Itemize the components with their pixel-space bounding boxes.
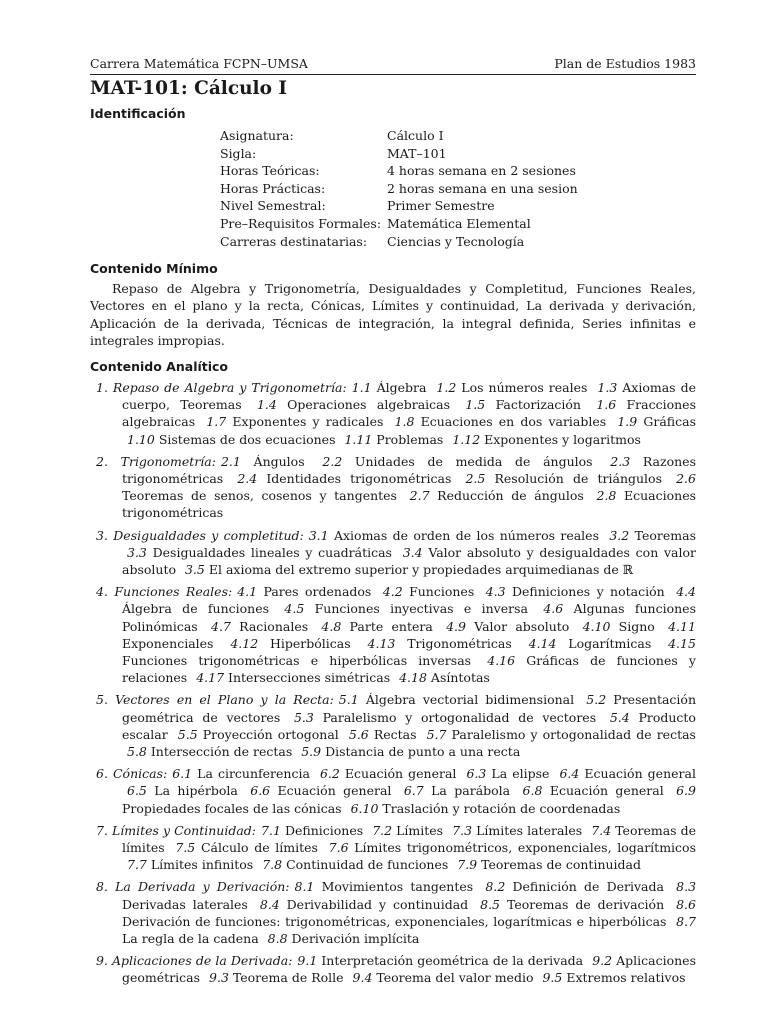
subitem-text: Parte entera	[341, 618, 433, 634]
subitem-text: Teoremas de derivación	[500, 896, 665, 912]
item-title: Desigualdades y completitud:	[113, 527, 304, 543]
identification-row	[220, 233, 696, 251]
item-number: 3.	[96, 527, 114, 543]
identification-row	[220, 180, 696, 198]
subitem-text: Ecuación general	[579, 766, 696, 782]
subitem-number: 8.7	[676, 913, 696, 929]
subitem-text: Cálculo de límites	[195, 840, 318, 856]
subitem-text: El axioma del extremo superior y propiedades arquimedianas de ℝ	[204, 562, 634, 577]
subitem-text: Proyección ortogonal	[197, 726, 339, 742]
item-title: La Derivada y Derivación:	[115, 879, 290, 895]
subitem-number: 9.2	[592, 953, 613, 969]
identification-value: Cálculo I	[387, 128, 444, 143]
subitem-number: 4.18	[399, 670, 427, 686]
subitem-text: Derivadas laterales	[122, 896, 248, 912]
subitem-number: 8.5	[480, 896, 501, 912]
subitem-number: 2.7	[409, 488, 430, 504]
subitem-number: 9.1	[297, 953, 318, 969]
list-item	[96, 453, 697, 522]
contenido-analitico-list	[90, 379, 696, 987]
subitem-text: Funciones inyectivas e inversa	[304, 601, 528, 617]
subitem-number: 7.6	[328, 840, 349, 856]
subitem-text: Teorema de Rolle	[228, 970, 344, 986]
identification-value: Primer Semestre	[387, 198, 495, 214]
identification-value: 2 horas semana en una sesion	[387, 180, 578, 196]
subitem-text: Definiciones	[280, 822, 364, 838]
subitem-text: Los números reales	[456, 379, 588, 395]
subitem-text: Algunas funciones Polinómicas	[122, 601, 696, 634]
subitem-number: 2.8	[596, 488, 617, 504]
subitem-number: 4.8	[321, 618, 342, 634]
item-number: 7.	[96, 822, 112, 838]
subitem-text: Gráficas de funciones y relaciones	[122, 653, 696, 686]
identification-label: Horas Prácticas:	[220, 180, 326, 196]
item-title: Límites y Continuidad:	[111, 822, 257, 838]
subitem-text: La hipérbola	[146, 783, 238, 799]
subitem-number: 4.9	[446, 618, 466, 634]
subitem-number: 1.12	[452, 431, 481, 447]
item-title: Aplicaciones de la Derivada:	[111, 953, 293, 969]
section-heading-contenido-minimo: Contenido Mínimo	[90, 261, 218, 277]
subitem-number: 9.4	[352, 970, 373, 986]
subitem-text: Definiciones y notación	[505, 584, 665, 600]
subitem-number: 6.1	[172, 766, 193, 782]
subitem-number: 1.8	[394, 414, 415, 430]
subitem-number: 4.14	[528, 635, 557, 651]
subitem-number: 6.6	[250, 783, 271, 799]
subitem-number: 5.7	[426, 726, 447, 742]
subitem-text: Continuidad de funciones	[282, 857, 449, 873]
subitem-text: Álgebra vectorial bidimensional	[358, 692, 575, 708]
subitem-number: 1.6	[596, 397, 617, 413]
subitem-text: Exponenciales	[122, 635, 214, 651]
subitem-text: Interpretación geométrica de la derivada	[317, 953, 584, 969]
subitem-text: Valor absoluto	[465, 618, 570, 634]
item-number: 6.	[96, 766, 113, 782]
identification-label: Nivel Semestral:	[220, 198, 326, 214]
subitem-number: 9.5	[542, 970, 563, 986]
subitem-text: Reducción de ángulos	[429, 488, 584, 504]
subitem-number: 4.2	[382, 584, 403, 600]
subitem-text: La circunferencia	[192, 766, 310, 782]
subitem-number: 6.8	[522, 783, 543, 799]
list-item	[96, 527, 696, 579]
subitem-number: 4.17	[196, 670, 225, 686]
subitem-text: Aplicaciones geométricas	[122, 953, 696, 986]
subitem-text: Razones trigonométricas	[122, 453, 696, 486]
subitem-number: 1.9	[617, 414, 638, 430]
identification-row	[220, 162, 696, 180]
item-number: 4.	[96, 584, 115, 600]
item-title: Funciones Reales:	[114, 584, 233, 600]
header-left: Carrera Matemática FCPN–UMSA	[90, 56, 308, 71]
subitem-text: Funciones trigonométricas e hiperbólicas inversas	[122, 653, 472, 669]
subitem-text: Funciones	[402, 584, 475, 600]
subitem-number: 1.7	[206, 414, 227, 430]
identification-value: Ciencias y Tecnología	[387, 233, 525, 249]
subitem-text: La parábola	[423, 783, 511, 799]
subitem-text: Teorema del valor medio	[372, 970, 534, 986]
subitem-number: 4.15	[668, 635, 696, 651]
document-page	[90, 56, 696, 992]
identification-label: Pre–Requisitos Formales:	[220, 215, 382, 231]
subitem-number: 6.4	[559, 766, 580, 782]
contenido-minimo-text: Repaso de Algebra y Trigonometría, Desigualdades y Completitud, Funciones Reales, Vectores en el plano y la recta, Cónicas, Límites y continuidad, La derivada y derivación, Aplicación de la derivada, Técnicas de integración, la integral definida, Series infinitas e integrales impropias.	[90, 281, 696, 348]
identification-row	[220, 215, 696, 233]
item-number: 2.	[96, 453, 121, 469]
subitem-text: Exponentes y logaritmos	[480, 431, 641, 447]
item-number: 5.	[96, 692, 116, 708]
subitem-number: 1.1	[351, 379, 372, 395]
subitem-text: Racionales	[230, 618, 309, 634]
subitem-number: 2.2	[322, 453, 343, 469]
identification-row	[220, 197, 696, 215]
subitem-text: Ecuaciones trigonométricas	[122, 488, 697, 521]
subitem-text: Ángulos	[240, 453, 305, 469]
subitem-number: 4.4	[676, 584, 696, 600]
subitem-text: Teoremas de continuidad	[477, 857, 641, 873]
header-rule	[90, 74, 696, 75]
subitem-text: Identidades trigonométricas	[257, 470, 452, 486]
subitem-number: 1.11	[344, 431, 373, 447]
subitem-text: Intersección de rectas	[146, 744, 293, 760]
subitem-text: Límites trigonométricos, exponenciales, logarítmicos	[348, 840, 696, 856]
subitem-text: Axiomas de orden de los números reales	[328, 527, 599, 543]
subitem-number: 7.8	[262, 857, 283, 873]
subitem-number: 6.3	[466, 766, 487, 782]
subitem-number: 5.6	[348, 726, 369, 742]
identification-label: Horas Teóricas:	[220, 163, 320, 179]
course-title: MAT-101: Cálculo I	[90, 78, 288, 99]
section-heading-identificacion: Identificación	[90, 106, 186, 121]
subitem-number: 3.2	[609, 527, 630, 543]
subitem-text: Límites infinitos	[146, 857, 254, 873]
item-number: 9.	[96, 953, 112, 969]
subitem-number: 1.3	[597, 379, 618, 395]
subitem-text: Álgebra	[371, 379, 427, 395]
subitem-number: 8.3	[676, 879, 697, 895]
subitem-text: Ecuación general	[542, 783, 664, 799]
subitem-number: 4.13	[367, 635, 396, 651]
subitem-number: 4.7	[211, 618, 231, 634]
subitem-number: 2.3	[610, 453, 631, 469]
subitem-text: Fracciones algebraicas	[122, 397, 696, 430]
subitem-text: Exponentes y radicales	[226, 414, 384, 430]
identification-value: MAT–101	[387, 145, 447, 161]
subitem-number: 6.7	[403, 783, 424, 799]
identification-row	[220, 145, 696, 163]
subitem-text: Desigualdades lineales y cuadráticas	[146, 544, 392, 560]
subitem-text: Signo	[610, 618, 655, 634]
subitem-number: 7.2	[372, 822, 393, 838]
subitem-number: 6.9	[676, 783, 696, 799]
subitem-text: Teoremas de límites	[122, 822, 697, 856]
subitem-number: 1.4	[256, 397, 277, 413]
subitem-number: 5.8	[127, 744, 147, 760]
subitem-number: 7.9	[457, 857, 478, 873]
subitem-number: 4.1	[237, 584, 258, 600]
subitem-text: Ecuación general	[270, 783, 392, 799]
subitem-number: 5.9	[301, 744, 322, 760]
subitem-number: 3.3	[127, 544, 147, 560]
item-title: Trigonometría:	[120, 453, 216, 469]
subitem-text: Presentación geométrica de vectores	[122, 692, 696, 725]
subitem-text: Álgebra de funciones	[122, 601, 270, 617]
list-item	[96, 379, 697, 448]
subitem-text: Intersecciones simétricas	[224, 670, 391, 686]
subitem-number: 4.5	[284, 601, 305, 617]
subitem-number: 7.1	[261, 822, 281, 838]
subitem-number: 5.3	[293, 709, 314, 725]
subitem-text: Operaciones algebraicas	[276, 397, 451, 413]
item-number: 1.	[96, 379, 113, 395]
subitem-text: Distancia de punto a una recta	[321, 744, 521, 760]
subitem-text: Logarítmicas	[556, 635, 652, 651]
subitem-text: Sistemas de dos ecuaciones	[154, 431, 336, 447]
subitem-text: Derivabilidad y continuidad	[279, 896, 469, 912]
subitem-number: 2.1	[220, 453, 241, 469]
subitem-text: Problemas	[372, 431, 444, 447]
subitem-number: 2.4	[237, 470, 258, 486]
subitem-text: La elipse	[486, 766, 550, 782]
subitem-number: 8.8	[267, 931, 288, 947]
identification-label: Sigla:	[220, 145, 257, 161]
subitem-text: Límites	[392, 822, 444, 838]
subitem-number: 5.2	[586, 692, 607, 708]
subitem-text: Factorización	[485, 397, 581, 413]
subitem-text: Derivación de funciones: trigonométricas, exponenciales, logarítmicas e hiperbólicas	[122, 913, 667, 929]
subitem-number: 2.5	[465, 470, 486, 486]
subitem-number: 6.10	[350, 800, 379, 816]
subitem-text: Paralelismo y ortogonalidad de vectores	[313, 709, 597, 725]
subitem-number: 5.5	[177, 726, 198, 742]
subitem-text: Ecuación general	[339, 766, 457, 782]
subitem-number: 9.3	[209, 970, 229, 986]
subitem-text: Valor absoluto y desigualdades con valor absoluto	[122, 544, 696, 577]
subitem-text: Asíntotas	[426, 670, 490, 686]
subitem-text: Traslación y rotación de coordenadas	[378, 800, 621, 816]
subitem-text: Teoremas de senos, cosenos y tangentes	[122, 488, 397, 504]
subitem-number: 2.6	[676, 470, 696, 486]
subitem-number: 4.3	[485, 584, 506, 600]
subitem-number: 4.11	[668, 618, 696, 634]
subitem-number: 8.6	[676, 896, 696, 912]
subitem-text: Trigonométricas	[395, 635, 512, 651]
identification-table	[220, 127, 696, 250]
subitem-number: 6.2	[319, 766, 340, 782]
subitem-number: 5.4	[609, 709, 630, 725]
list-item	[96, 952, 696, 986]
subitem-number: 8.4	[259, 896, 280, 912]
item-title: Repaso de Algebra y Trigonometría:	[112, 379, 347, 395]
item-title: Cónicas:	[112, 766, 168, 782]
list-item	[96, 583, 696, 686]
identification-value: Matemática Elemental	[387, 215, 531, 231]
subitem-number: 1.5	[465, 397, 486, 413]
subitem-number: 3.1	[308, 527, 329, 543]
subitem-number: 5.1	[338, 692, 359, 708]
item-title: Vectores en el Plano y la Recta:	[115, 692, 334, 708]
subitem-number: 4.12	[230, 635, 259, 651]
list-item	[96, 765, 696, 817]
subitem-number: 6.5	[127, 783, 147, 799]
subitem-text: Axiomas de cuerpo, Teoremas	[122, 379, 696, 413]
identification-label: Carreras destinatarias:	[220, 233, 368, 249]
subitem-text: Límites laterales	[472, 822, 583, 838]
list-item	[96, 822, 697, 874]
subitem-text: Derivación implícita	[287, 931, 420, 947]
subitem-text: Definición de Derivada	[505, 879, 664, 895]
subitem-text: Ecuaciones en dos variables	[414, 414, 607, 430]
subitem-number: 7.4	[591, 822, 612, 838]
subitem-text: Resolución de triángulos	[485, 470, 662, 486]
item-number: 8.	[96, 879, 116, 895]
running-header	[90, 56, 696, 72]
subitem-text: Pares ordenados	[257, 584, 372, 600]
subitem-number: 7.3	[452, 822, 473, 838]
subitem-text: Propiedades focales de las cónicas	[122, 800, 342, 816]
subitem-text: Unidades de medida de ángulos	[342, 453, 593, 469]
identification-row	[220, 127, 696, 145]
identification-value: 4 horas semana en 2 sesiones	[387, 163, 576, 179]
subitem-text: La regla de la cadena	[122, 931, 259, 947]
subitem-number: 3.4	[402, 544, 423, 560]
subitem-text: Gráficas	[637, 414, 697, 430]
subitem-text: Extremos relativos	[562, 970, 686, 986]
section-heading-contenido-analitico: Contenido Analítico	[90, 358, 229, 374]
subitem-number: 3.5	[184, 562, 205, 577]
subitem-number: 8.1	[294, 879, 315, 895]
subitem-text: Producto escalar	[122, 709, 696, 742]
subitem-number: 8.2	[485, 879, 506, 895]
identification-label: Asignatura:	[220, 128, 294, 143]
subitem-number: 7.5	[175, 840, 196, 856]
subitem-number: 7.7	[127, 857, 147, 873]
subitem-text: Movimientos tangentes	[314, 879, 474, 895]
subitem-text: Hiperbólicas	[258, 635, 351, 651]
subitem-number: 4.16	[487, 653, 516, 669]
subitem-number: 1.2	[436, 379, 457, 395]
subitem-number: 4.6	[543, 601, 564, 617]
list-item	[96, 878, 697, 947]
subitem-text: Paralelismo y ortogonalidad de rectas	[446, 726, 696, 742]
subitem-number: 4.10	[582, 618, 611, 634]
subitem-text: Teoremas	[629, 527, 696, 543]
list-item	[96, 691, 696, 760]
subitem-number: 1.10	[127, 431, 155, 447]
subitem-text: Rectas	[368, 726, 417, 742]
header-right: Plan de Estudios 1983	[554, 56, 696, 71]
